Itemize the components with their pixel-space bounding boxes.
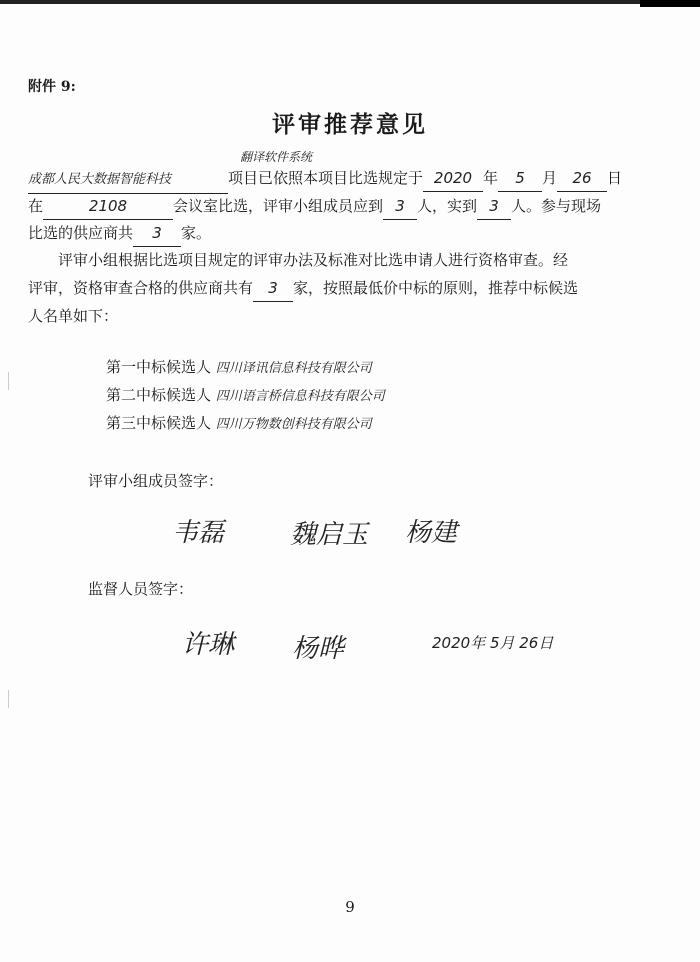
para2-line1: 评审小组根据比选项目规定的评审办法及标准对比选申请人进行资格审查。经 (58, 251, 569, 269)
supervisor-signature-label: 监督人员签字： (88, 580, 194, 598)
scan-margin-mark (8, 372, 9, 390)
text-segment: 比选的供应商共 (28, 224, 134, 242)
candidate-label: 第一中标候选人 (106, 358, 212, 376)
year-field: 2020 (423, 165, 483, 192)
text-segment: 在 (28, 197, 44, 215)
committee-signature: 魏启玉 (290, 520, 369, 550)
supervisor-signature: 许琳 (182, 630, 235, 660)
handwritten-annotation: 翻译软件系统 (240, 150, 313, 164)
room-field: 2108 (43, 193, 173, 220)
members-actual-field: 3 (477, 193, 511, 220)
scan-top-edge (0, 0, 700, 4)
text-segment: 会议室比选，评审小组成员应到 (173, 197, 384, 215)
para2-line3: 人名单如下： (28, 307, 119, 325)
members-should-field: 3 (383, 193, 417, 220)
scan-margin-mark (8, 690, 9, 708)
candidate-row (106, 384, 385, 405)
candidate-label: 第二中标候选人 (106, 386, 212, 404)
candidate-name: 四川译讯信息科技有限公司 (215, 361, 372, 376)
committee-signature: 韦磊 (172, 518, 225, 548)
para2-line2 (28, 275, 578, 302)
text-segment: 月 (542, 169, 558, 187)
candidate-row (106, 356, 372, 377)
day-field: 26 (557, 165, 607, 192)
committee-signature-label: 评审小组成员签字： (88, 472, 224, 490)
para1-line2 (28, 193, 601, 220)
para1-line3 (28, 220, 211, 247)
text-segment: 人，实到 (417, 197, 478, 215)
text-segment: 家，按照最低价中标的原则，推荐中标候选 (293, 279, 579, 297)
para1-line1 (28, 165, 622, 194)
handwritten-project-org: 成都人民大数据智能科技 (28, 167, 228, 194)
text-segment: 评审，资格审查合格的供应商共有 (28, 279, 254, 297)
candidate-row (106, 412, 372, 433)
supervisor-signature: 杨晔 (292, 634, 345, 664)
text-segment: 年 (483, 169, 499, 187)
text-segment: 人。参与现场 (511, 197, 602, 215)
qualified-count-field: 3 (253, 275, 293, 302)
signature-date: 2020年 5月 26日 (432, 634, 554, 652)
supplier-count-field: 3 (133, 220, 181, 247)
candidate-name: 四川万物数创科技有限公司 (215, 417, 372, 432)
candidate-name: 四川语言桥信息科技有限公司 (215, 389, 385, 404)
page-title: 评审推荐意见 (272, 111, 428, 138)
text-segment: 日 (607, 169, 623, 187)
committee-signature: 杨建 (405, 518, 458, 548)
text-segment: 项目已依照本项目比选规定于 (228, 169, 424, 187)
page-number: 9 (345, 898, 355, 916)
attachment-label: 附件 9: (28, 79, 76, 95)
month-field: 5 (498, 165, 542, 192)
candidate-label: 第三中标候选人 (106, 414, 212, 432)
scan-corner-mark (640, 0, 700, 7)
text-segment: 家。 (181, 224, 212, 242)
